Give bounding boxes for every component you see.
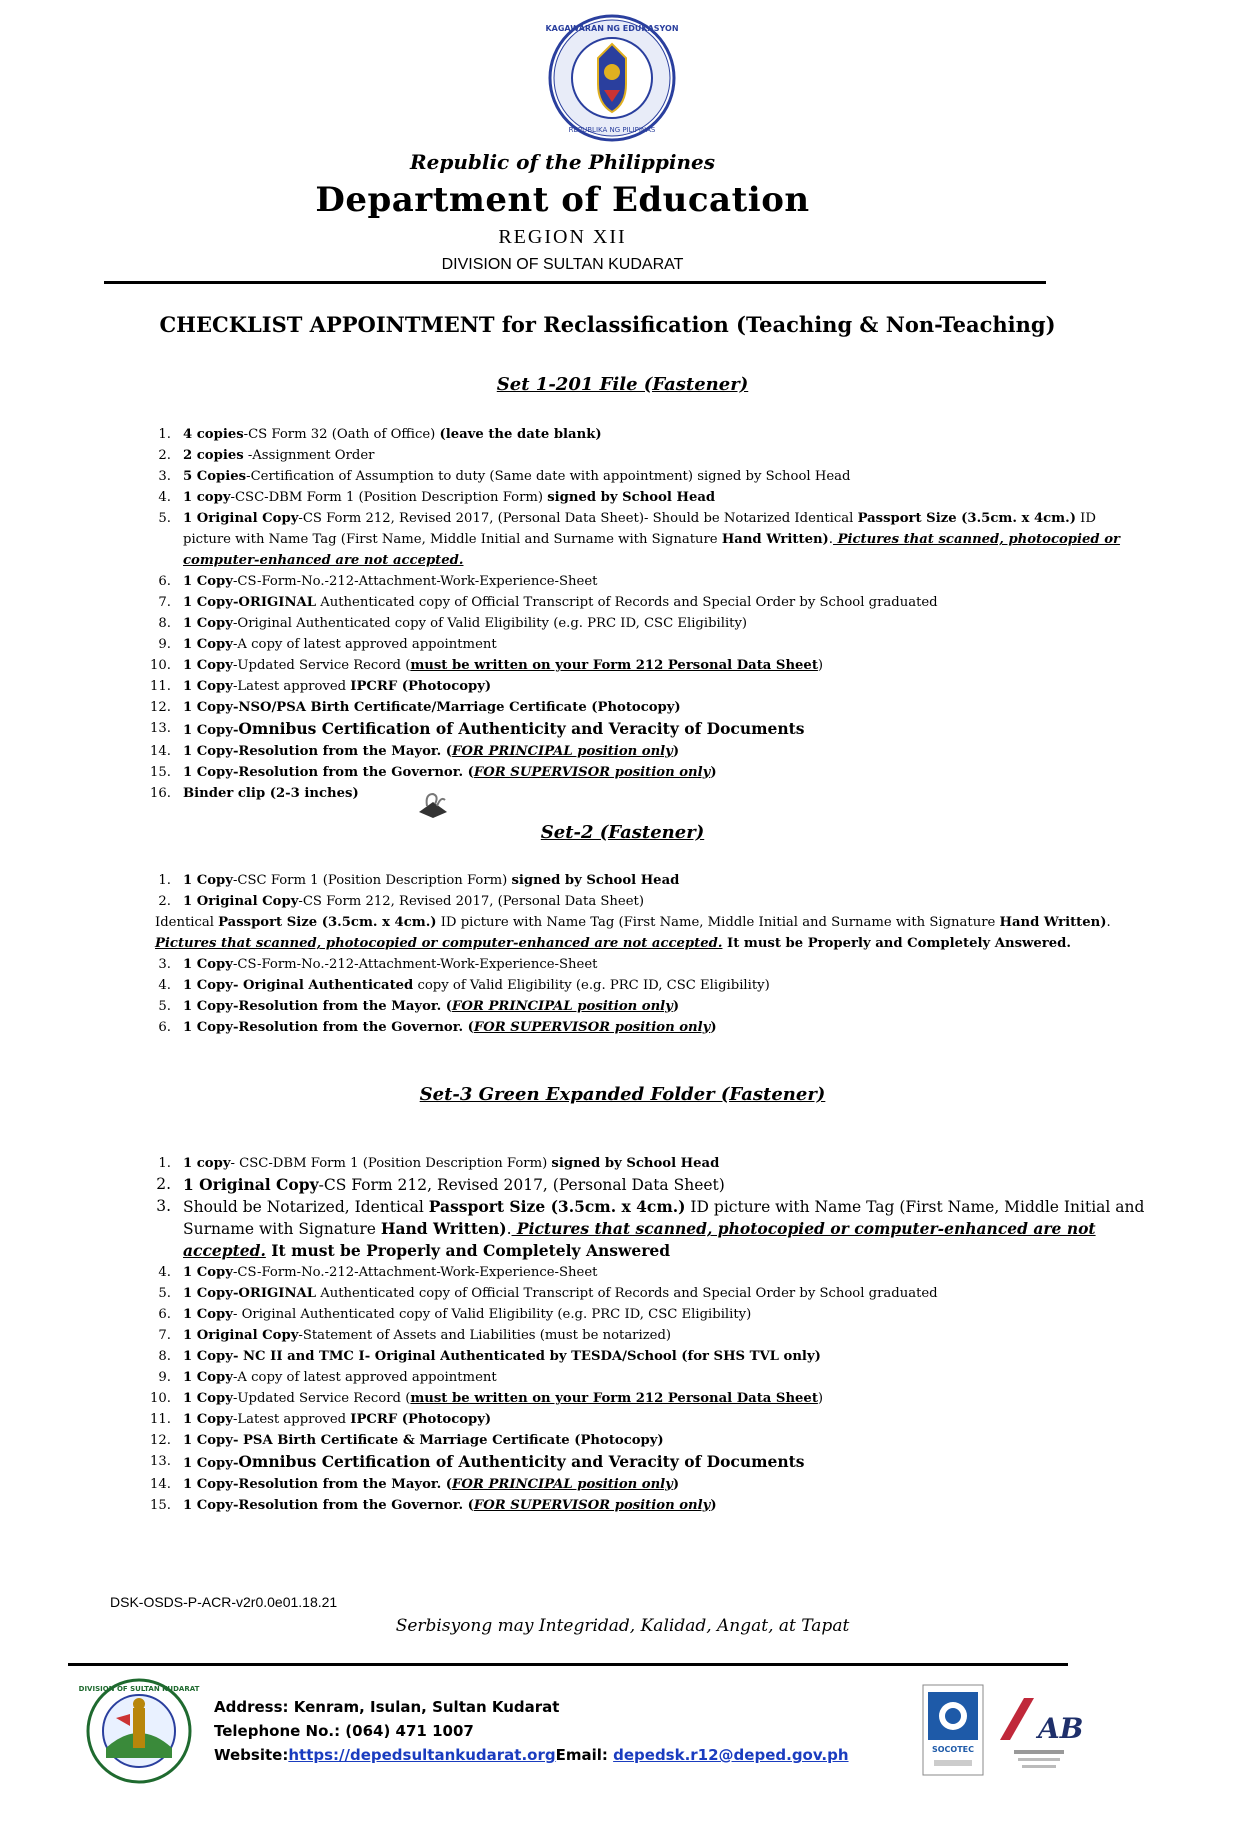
item-text: ) [710,1498,717,1513]
item-number: 5. [158,511,171,526]
item-text: ID picture with Name Tag (First Name, Middle Initial and Surname with Signature [183,511,1096,547]
list-item [137,975,1147,996]
set3-title: Set-3 Green Expanded Folder (Fastener) [419,1084,826,1105]
svg-text:KAGAWARAN NG EDUKASYON: KAGAWARAN NG EDUKASYON [545,24,679,33]
list-item [137,634,1147,655]
department-heading: Department of Education [315,180,810,220]
item-text: IPCRF (Photocopy) [350,1412,492,1427]
cert-logo-2-text: AB [1038,1712,1084,1745]
item-text: 1 Copy [183,1265,233,1280]
item-text: 1 Copy- Original Authenticated [183,978,414,993]
list-item [137,466,1147,487]
header-divider [104,281,1046,284]
region-heading: REGION XII [498,226,627,248]
item-number: 12. [150,700,171,715]
email-link[interactable]: depedsk.r12@deped.gov.ph [613,1746,849,1764]
contact-block [214,1695,849,1767]
item-text: 1 Copy- NC II and TMC I- Original Authenticated by TESDA/School (for SHS TVL only) [183,1349,821,1364]
item-text: -CS-Form-No.-212-Attachment-Work-Experience-Sheet [232,1265,598,1280]
list-item [137,1174,1147,1196]
list-item [137,676,1147,697]
item-text: Hand Written) [721,532,829,547]
item-text: -Latest approved [232,679,351,694]
item-text: 1 Copy-NSO/PSA Birth Certificate/Marriage Certificate (Photocopy) [183,700,681,715]
item-text: -Updated Service Record ( [232,658,411,673]
item-text: Should be Notarized, Identical [183,1198,429,1216]
item-text: 1 Copy [183,1307,233,1322]
item-number: 9. [158,637,171,652]
item-number: 10. [150,658,171,673]
item-text: 1 copy [183,1156,231,1171]
item-text: -CS Form 32 (Oath of Office) [243,427,440,442]
item-text: must be written on your Form 212 Personal Data Sheet [410,1391,818,1406]
item-text: Pictures that scanned, photocopied or computer-enhanced are not accepted. [155,936,723,951]
item-text: ID picture with Name Tag (First Name, Middle Initial and Surname with Signature [436,915,1000,930]
item-number: 12. [150,1433,171,1448]
item-text: -Certification of Assumption to duty (Same date with appointment) signed by School Head [246,469,851,484]
item-text: It must be Properly and Completely Answered. [722,936,1071,951]
item-text: -Assignment Order [243,448,375,463]
list-item [137,996,1147,1017]
item-text: FOR PRINCIPAL position only [452,744,673,759]
list-item [137,954,1147,975]
item-text: ) [710,1020,717,1035]
item-text: ) [672,744,680,759]
division-heading: DIVISION OF SULTAN KUDARAT [441,256,684,273]
item-text: signed by School Head [551,1156,720,1171]
item-text: 1 Copy [183,873,233,888]
item-number: 14. [150,1477,171,1492]
division-seal-icon [78,1678,200,1784]
item-text: Identical [155,915,219,930]
item-text: Hand Written) [999,915,1107,930]
list-item [137,592,1147,613]
item-number: 4. [158,1265,171,1280]
item-number: 6. [158,1307,171,1322]
item-text: . [828,532,833,547]
item-text: ) [672,1477,680,1492]
item-number: 5. [158,1286,171,1301]
list-item [137,762,1147,783]
list-item [137,1430,1147,1451]
item-text: 1 Copy [183,574,233,589]
list-item [137,1262,1147,1283]
list-item [137,1196,1147,1262]
item-text: Hand Written) [380,1219,507,1238]
list-item [137,1388,1147,1409]
item-text: ) [710,765,717,780]
item-text: IPCRF (Photocopy) [350,679,492,694]
item-number: 2. [158,448,171,463]
list-item [137,1495,1147,1516]
item-number: 1. [158,873,171,888]
item-number: 13. [150,721,171,736]
item-text: 1 Copy [183,616,233,631]
list-item [137,613,1147,634]
item-number: 1. [158,1156,171,1171]
page-title: CHECKLIST APPOINTMENT for Reclassification (Teaching & Non-Teaching) [159,312,1056,337]
item-text: ) [817,1391,824,1406]
item-text: FOR SUPERVISOR position only [473,765,711,780]
list-item [137,891,1147,912]
item-text: Pictures that scanned, photocopied or computer-enhanced are not accepted. [183,532,1120,568]
list-item [137,1451,1147,1474]
list-item [137,508,1147,571]
item-text: 1 Copy- [183,1456,239,1471]
item-number: 14. [150,744,171,759]
set1-list [137,424,1147,804]
item-number: 15. [150,1498,171,1513]
set3-list [137,1153,1147,1516]
list-item [137,741,1147,762]
item-number: 3. [158,957,171,972]
item-text: ) [672,999,680,1014]
list-item [137,571,1147,592]
item-text: 1 Copy-Resolution from the Mayor. ( [183,744,453,759]
item-text: 1 Copy-Resolution from the Mayor. ( [183,1477,453,1492]
item-text: 1 Copy-ORIGINAL [183,1286,317,1301]
item-text: 2 copies [183,448,244,463]
address-line: Address: Kenram, Isulan, Sultan Kudarat [214,1698,560,1716]
division-seal-text: DIVISION OF SULTAN KUDARAT [78,1685,200,1693]
item-text: 1 Original Copy [183,894,299,909]
list-item [137,1153,1147,1174]
item-text: 1 Copy-Resolution from the Governor. ( [183,765,474,780]
binder-clip-icon [415,790,451,820]
item-number: 15. [150,765,171,780]
ab-accreditation-logo [994,1690,1084,1776]
item-text: - CSC-DBM Form 1 (Position Description Form) [230,1156,552,1171]
item-text: 1 copy [183,490,231,505]
deped-seal-icon [545,14,679,142]
item-text: 1 Copy-Resolution from the Mayor. ( [183,999,453,1014]
list-item [137,1367,1147,1388]
item-text: 1 Copy [183,658,233,673]
item-text: 1 Copy- PSA Birth Certificate & Marriage Certificate (Photocopy) [183,1433,664,1448]
item-text: -A copy of latest approved appointment [232,1370,497,1385]
item-text: signed by School Head [547,490,716,505]
set2-title: Set-2 (Fastener) [540,822,705,843]
item-text: -CS Form 212, Revised 2017, (Personal Data Sheet)- Should be Notarized Identical [298,511,858,526]
item-number: 4. [158,490,171,505]
item-number: 8. [158,1349,171,1364]
footer-divider [68,1663,1068,1666]
item-text: Passport Size (3.5cm. x 4cm.) [857,511,1076,526]
item-text: -Original Authenticated copy of Valid Eligibility (e.g. PRC ID, CSC Eligibility) [232,616,748,631]
list-item [137,870,1147,891]
item-text: 1 Copy [183,1391,233,1406]
item-text: 1 Copy-Resolution from the Governor. ( [183,1498,474,1513]
list-item [137,424,1147,445]
item-text: ID picture with Name Tag (First Name, Middle Initial and Surname with Signature [183,1198,1145,1238]
item-text: Authenticated copy of Official Transcript of Records and Special Order by School graduated [316,1286,938,1301]
item-number: 6. [158,574,171,589]
item-text: 1 Original Copy [183,511,299,526]
list-item-continuation [137,912,1147,954]
republic-heading: Republic of the Philippines [409,150,716,174]
item-number: 6. [158,1020,171,1035]
item-text: Omnibus Certification of Authenticity and Veracity of Documents [238,1452,805,1471]
item-text: 1 Copy-ORIGINAL [183,595,317,610]
list-item [137,1474,1147,1495]
item-text: 1 Copy [183,679,233,694]
list-item [137,1017,1147,1038]
list-item [137,718,1147,741]
list-item [137,1283,1147,1304]
list-item [137,1346,1147,1367]
item-number: 11. [150,679,171,694]
item-number: 2. [156,1175,171,1193]
web-email-line [214,1743,849,1767]
item-text: -CSC Form 1 (Position Description Form) [232,873,512,888]
website-link[interactable]: https://depedsultankudarat.org [288,1746,556,1764]
item-text: 1 Copy [183,1412,233,1427]
item-number: 7. [158,1328,171,1343]
socotec-certification-logo [922,1684,984,1776]
list-item [137,445,1147,466]
item-text: -Statement of Assets and Liabilities (must be notarized) [298,1328,672,1343]
item-text: -CS Form 212, Revised 2017, (Personal Data Sheet) [298,894,644,909]
item-text: 1 Copy-Resolution from the Governor. ( [183,1020,474,1035]
item-text: -Latest approved [232,1412,351,1427]
item-text: 1 Copy [183,1370,233,1385]
item-text: ) [817,658,824,673]
item-text: 1 Copy [183,957,233,972]
item-number: 10. [150,1391,171,1406]
item-text: must be written on your Form 212 Personal Data Sheet [410,658,818,673]
cert-logo-1-text: SOCOTEC [931,1745,975,1754]
item-text: 1 Copy [183,637,233,652]
item-text: 4 copies [183,427,244,442]
item-text: -CSC-DBM Form 1 (Position Description Form) [230,490,548,505]
item-text: FOR PRINCIPAL position only [452,1477,673,1492]
item-text: signed by School Head [511,873,680,888]
list-item [137,1304,1147,1325]
item-text: It must be Properly and Completely Answered [265,1241,671,1260]
item-text: Omnibus Certification of Authenticity and Veracity of Documents [238,719,805,738]
item-text: Pictures that scanned, photocopied or computer-enhanced are not accepted. [183,1219,1096,1260]
svg-text:REPUBLIKA NG PILIPINAS: REPUBLIKA NG PILIPINAS [568,126,656,134]
item-text: FOR PRINCIPAL position only [452,999,673,1014]
item-number: 11. [150,1412,171,1427]
item-number: 2. [158,894,171,909]
item-number: 1. [158,427,171,442]
item-text: -CS-Form-No.-212-Attachment-Work-Experience-Sheet [232,574,598,589]
set2-list [137,870,1147,1038]
item-text: FOR SUPERVISOR position only [473,1020,711,1035]
item-number: 9. [158,1370,171,1385]
item-text: 1 Original Copy [183,1175,319,1194]
item-text: -CS Form 212, Revised 2017, (Personal Data Sheet) [318,1176,725,1194]
item-text: -A copy of latest approved appointment [232,637,497,652]
email-label: Email: [555,1746,614,1764]
item-text: 1 Copy- [183,723,239,738]
item-text: (leave the date blank) [439,427,602,442]
item-text: -Updated Service Record ( [232,1391,411,1406]
item-text: - Original Authenticated copy of Valid Eligibility (e.g. PRC ID, CSC Eligibility) [232,1307,752,1322]
item-text: Passport Size (3.5cm. x 4cm.) [218,915,437,930]
list-item [137,655,1147,676]
item-number: 8. [158,616,171,631]
item-number: 3. [156,1197,171,1215]
item-text: . [506,1220,512,1238]
set1-title: Set 1-201 File (Fastener) [496,374,749,395]
list-item [137,1325,1147,1346]
item-text: Authenticated copy of Official Transcript of Records and Special Order by School graduated [316,595,938,610]
list-item [137,487,1147,508]
item-number: 16. [150,786,171,801]
item-text: -CS-Form-No.-212-Attachment-Work-Experience-Sheet [232,957,598,972]
item-number: 3. [158,469,171,484]
item-number: 4. [158,978,171,993]
motto: Serbisyong may Integridad, Kalidad, Angat, at Tapat [395,1616,850,1636]
item-text: FOR SUPERVISOR position only [473,1498,711,1513]
item-number: 13. [150,1454,171,1469]
document-code: DSK-OSDS-P-ACR-v2r0.0e01.18.21 [110,1594,338,1610]
list-item [137,697,1147,718]
item-number: 5. [158,999,171,1014]
item-number: 7. [158,595,171,610]
item-text: 5 Copies [183,469,247,484]
website-label: Website: [214,1746,289,1764]
item-text: . [1106,915,1111,930]
item-text: Binder clip (2-3 inches) [183,786,359,801]
item-text: Passport Size (3.5cm. x 4cm.) [428,1197,686,1216]
item-text: copy of Valid Eligibility (e.g. PRC ID, CSC Eligibility) [413,978,770,993]
list-item [137,783,1147,804]
list-item [137,1409,1147,1430]
item-text: 1 Original Copy [183,1328,299,1343]
telephone-line: Telephone No.: (064) 471 1007 [214,1722,474,1740]
